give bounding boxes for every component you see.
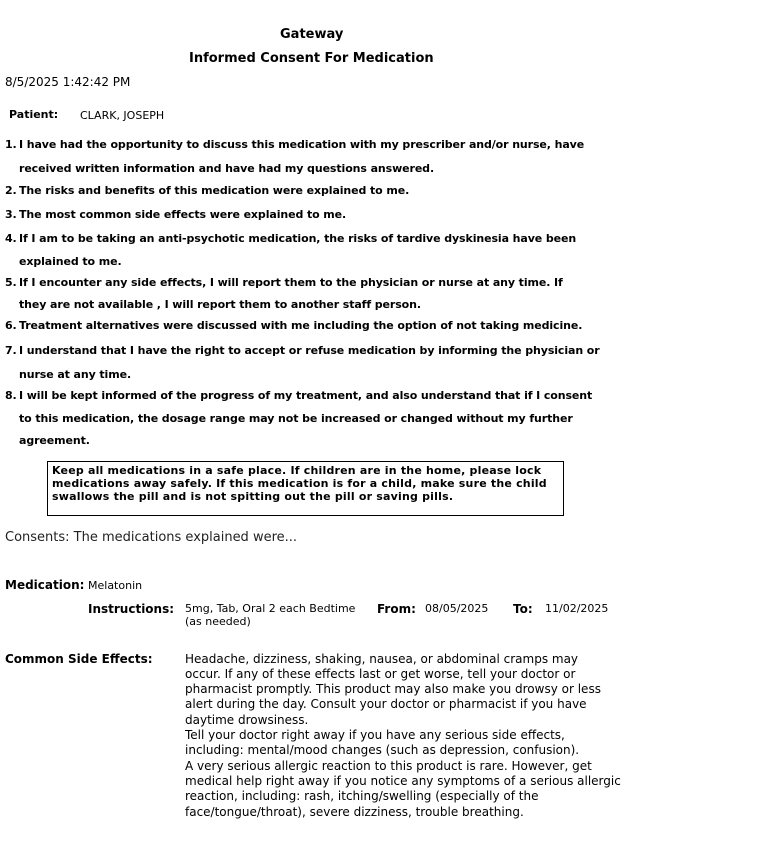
patient-name: CLARK, JOSEPH (80, 109, 165, 122)
instructions-line: (as needed) (185, 615, 251, 628)
from-label: From: (377, 602, 416, 616)
consent-item-line: If I am to be taking an anti-psychotic medication, the risks of tardive dyskinesia have been (19, 232, 577, 245)
instructions-line: 5mg, Tab, Oral 2 each Bedtime (185, 602, 356, 615)
patient-label: Patient: (9, 108, 59, 121)
consent-item-line: Treatment alternatives were discussed with me including the option of not taking medicine. (19, 319, 583, 332)
notice-line: Keep all medications in a safe place. If children are in the home, please lock (52, 464, 542, 477)
consent-item-line: to this medication, the dosage range may not be increased or changed without my further (19, 412, 573, 425)
to-date: 11/02/2025 (545, 602, 609, 615)
notice-line: medications away safely. If this medication is for a child, make sure the child (52, 477, 547, 490)
from-date: 08/05/2025 (425, 602, 489, 615)
consent-item-line: The most common side effects were explained to me. (19, 208, 347, 221)
side-effects-text (185, 652, 621, 827)
side-effects-label: Common Side Effects: (5, 652, 153, 666)
medication-name: Melatonin (88, 579, 143, 592)
page-title: Informed Consent For Medication (189, 51, 434, 66)
medication-label: Medication: (5, 578, 85, 592)
consent-item-number: 5. (5, 276, 17, 289)
consents-statement: Consents: The medications explained were... (5, 530, 298, 545)
consent-item-line: If I encounter any side effects, I will report them to the physician or nurse at any time. If (19, 276, 563, 289)
notice-line: swallows the pill and is not spitting out the pill or saving pills. (52, 490, 454, 503)
side-effects-line: face/tongue/throat), severe dizziness, trouble breathing. (185, 805, 524, 819)
consent-item-number: 6. (5, 319, 17, 332)
side-effects-line: including: mental/mood changes (such as depression, confusion). (185, 743, 580, 757)
report-datetime: 8/5/2025 1:42:42 PM (5, 75, 131, 89)
org-name: Gateway (280, 27, 344, 42)
consent-item-line: received written information and have had my questions answered. (19, 162, 435, 175)
side-effects-line: pharmacist promptly. This product may also make you drowsy or less (185, 682, 601, 696)
consent-item-line: The risks and benefits of this medication were explained to me. (19, 184, 410, 197)
consent-item-line: explained to me. (19, 255, 122, 268)
consent-item-number: 7. (5, 344, 17, 357)
consent-item-line: I will be kept informed of the progress of my treatment, and also understand that if I consent (19, 389, 593, 402)
consent-item-line: agreement. (19, 434, 90, 447)
consent-item-line: nurse at any time. (19, 368, 132, 381)
consent-item-line: I have had the opportunity to discuss this medication with my prescriber and/or nurse, have (19, 138, 585, 151)
consent-item-number: 8. (5, 389, 17, 402)
side-effects-line: Tell your doctor right away if you have any serious side effects, (185, 728, 565, 742)
side-effects-line: reaction, including: rash, itching/swelling (especially of the (185, 789, 539, 803)
side-effects-line: occur. If any of these effects last or get worse, tell your doctor or (185, 667, 576, 681)
side-effects-line: alert during the day. Consult your doctor or pharmacist if you have (185, 697, 587, 711)
consent-item-number: 1. (5, 138, 17, 151)
consent-item-line: I understand that I have the right to accept or refuse medication by informing the physician or (19, 344, 600, 357)
side-effects-line: medical help right away if you notice any symptoms of a serious allergic (185, 774, 621, 788)
to-label: To: (513, 602, 533, 616)
safety-notice-box (47, 461, 564, 516)
consent-item-line: they are not available , I will report them to another staff person. (19, 298, 421, 311)
side-effects-line: Headache, dizziness, shaking, nausea, or abdominal cramps may (185, 652, 579, 666)
side-effects-line: A very serious allergic reaction to this product is rare. However, get (185, 759, 592, 773)
instructions-label: Instructions: (88, 602, 175, 616)
consent-item-number: 4. (5, 232, 17, 245)
consent-item-number: 2. (5, 184, 17, 197)
consent-item-number: 3. (5, 208, 17, 221)
side-effects-line: daytime drowsiness. (185, 713, 309, 727)
